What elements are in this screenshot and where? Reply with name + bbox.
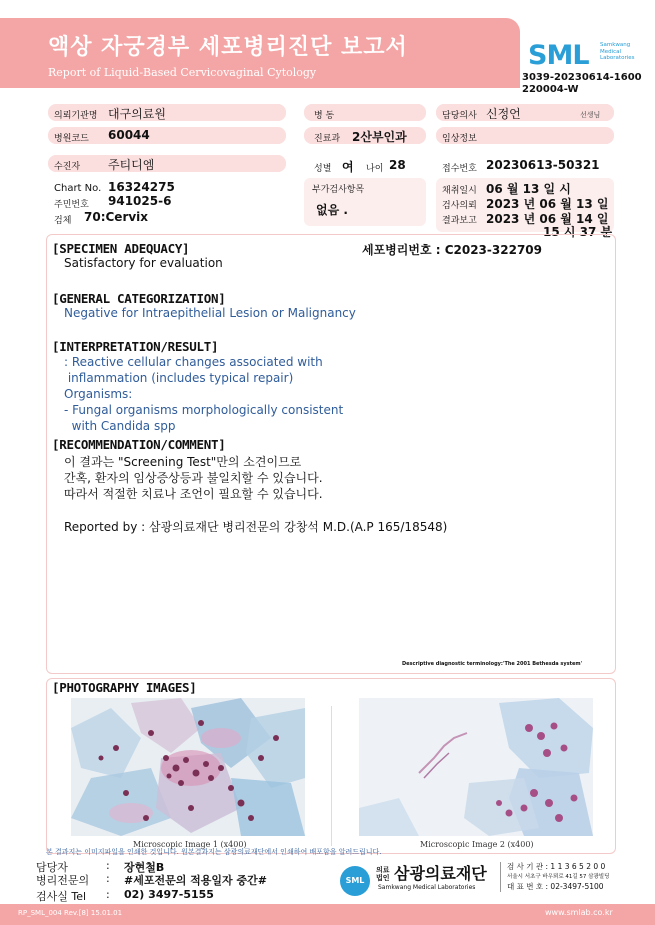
patient-value: 주티디엠 bbox=[108, 158, 155, 172]
org-name: 삼광의료재단 bbox=[394, 864, 487, 883]
adequacy-heading: [SPECIMEN ADEQUACY] bbox=[52, 241, 190, 256]
adequacy-text: Satisfactory for evaluation bbox=[64, 256, 223, 270]
report-number-line2: 220004-W bbox=[522, 84, 579, 95]
report-number-line1: 3039-20230614-1600 bbox=[522, 72, 642, 83]
institution-label: 의뢰기관명 bbox=[54, 111, 98, 121]
photo-divider bbox=[331, 706, 332, 846]
colon: : bbox=[106, 888, 110, 901]
doctor-value: 신정언 bbox=[486, 107, 521, 121]
print-notice: 본 결과지는 이미지파일을 인쇄한 것입니다. 원본결과지는 삼광의료재단에서 인쇄하여 배포함을 알려드립니다. bbox=[46, 848, 382, 856]
patient-row bbox=[48, 155, 286, 172]
microscopic-image-2 bbox=[359, 698, 593, 836]
sml-logo-subtitle bbox=[600, 42, 650, 62]
receipt-label: 접수번호 bbox=[442, 164, 477, 174]
report-title: 액상 자궁경부 세포병리진단 보고서 bbox=[48, 35, 408, 60]
general-text: Negative for Intraepithelial Lesion or Malignancy bbox=[64, 306, 356, 320]
recommendation-heading: [RECOMMENDATION/COMMENT] bbox=[52, 437, 226, 452]
patient-label: 수진자 bbox=[54, 162, 81, 172]
reported-by: Reported by : 삼광의료재단 병리전문의 강창석 M.D.(A.P 165/18548) bbox=[64, 520, 448, 534]
sex-label: 성별 bbox=[314, 164, 332, 174]
hospital-code-value: 60044 bbox=[108, 128, 150, 142]
tel-label: 검사실 Tel bbox=[36, 890, 87, 903]
org-name-en: Samkwang Medical Laboratories bbox=[378, 884, 476, 891]
manager-value: 장현철B bbox=[124, 861, 165, 874]
caption-image-1: Microscopic Image 1 (x400) bbox=[133, 840, 247, 849]
age-value: 28 bbox=[389, 158, 406, 172]
interp-line: - Fungal organisms morphologically consistent bbox=[64, 403, 344, 417]
photo-heading: [PHOTOGRAPHY IMAGES] bbox=[52, 680, 197, 695]
collect-label: 채취일시 bbox=[442, 186, 477, 196]
report-number bbox=[522, 72, 642, 96]
org-logo-icon: SML bbox=[340, 866, 370, 896]
logo-sub-line: Laboratories bbox=[600, 55, 635, 61]
clinical-label: 임상정보 bbox=[442, 134, 477, 144]
sml-logo: SML bbox=[528, 40, 589, 71]
org-contact bbox=[507, 862, 609, 892]
resident-value: 941025-6 bbox=[108, 194, 172, 208]
website: www.smlab.co.kr bbox=[545, 908, 613, 917]
request-label: 검사의뢰 bbox=[442, 201, 477, 211]
test-label: 검체 bbox=[54, 216, 72, 226]
institution-value: 대구의료원 bbox=[108, 107, 166, 121]
footer-divider bbox=[500, 862, 501, 892]
org-prefix-line: 법인 bbox=[376, 874, 390, 882]
resident-label: 주민번호 bbox=[54, 200, 89, 210]
cytology-image-2 bbox=[359, 698, 593, 836]
pathologist-label: 병리전문의 bbox=[36, 874, 90, 887]
interp-line: Organisms: bbox=[64, 387, 133, 401]
interp-line: with Candida spp bbox=[64, 419, 176, 433]
extra-test-value: 없음 . bbox=[316, 203, 348, 217]
pathologist-value: #세포전문의 적용일자 중간# bbox=[124, 874, 267, 887]
hospital-code-label: 병원코드 bbox=[54, 134, 89, 144]
org-prefix-line: 의료 bbox=[376, 866, 390, 874]
cytology-number: 세포병리번호 : C2023-322709 bbox=[362, 243, 542, 257]
recommend-line: 이 결과는 "Screening Test"만의 소견이므로 bbox=[64, 455, 302, 469]
recommend-line: 따라서 적절한 치료나 조언이 필요할 수 있습니다. bbox=[64, 487, 323, 501]
report-subtitle: Report of Liquid-Based Cervicovaginal Cytology bbox=[48, 66, 317, 79]
form-number: RP_SML_004 Rev.[8] 15.01.01 bbox=[18, 909, 123, 917]
collect-value: 06 월 13 일 시 bbox=[486, 182, 571, 196]
org-address: 서울시 서초구 바우뫼로 41길 57 삼광빌딩 bbox=[507, 874, 610, 880]
recommend-line: 간혹, 환자의 임상증상등과 불일치할 수 있습니다. bbox=[64, 471, 323, 485]
manager-label: 담당자 bbox=[36, 861, 68, 874]
doctor-label: 담당의사 bbox=[442, 111, 477, 121]
microscopic-image-1 bbox=[71, 698, 305, 836]
sex-value: 여 bbox=[342, 160, 354, 174]
extra-test-label: 부가검사항목 bbox=[312, 185, 365, 195]
chart-value: 16324275 bbox=[108, 180, 175, 194]
logo-sub-line: Medical bbox=[600, 48, 622, 55]
dept-value: 2산부인과 bbox=[352, 130, 407, 144]
colon: : bbox=[106, 872, 110, 885]
tel-value: 02) 3497-5155 bbox=[124, 888, 214, 901]
result-time: 15 시 37 분 bbox=[543, 225, 613, 239]
doctor-suffix: 선생님 bbox=[580, 111, 601, 119]
org-license: 검 사 기 관 : 1 1 3 6 5 2 0 0 bbox=[507, 862, 606, 871]
org-phone: 대 표 번 호 : 02-3497-5100 bbox=[507, 882, 604, 891]
logo-sub-line: Samkwang bbox=[600, 42, 631, 48]
interp-line: inflammation (includes typical repair) bbox=[64, 371, 294, 385]
org-prefix bbox=[376, 866, 390, 882]
result-label: 결과보고 bbox=[442, 216, 477, 226]
test-value: 70:Cervix bbox=[84, 210, 149, 224]
caption-image-2: Microscopic Image 2 (x400) bbox=[420, 840, 534, 849]
chart-label: Chart No. bbox=[54, 183, 102, 194]
bethesda-note: Descriptive diagnostic terminology:'The 2001 Bethesda system' bbox=[402, 661, 583, 667]
ward-label: 병 동 bbox=[314, 111, 335, 121]
colon: : bbox=[106, 859, 110, 872]
request-value: 2023 년 06 월 13 일 bbox=[486, 197, 609, 211]
receipt-value: 20230613-50321 bbox=[486, 158, 600, 172]
cytology-image-1 bbox=[71, 698, 305, 836]
interp-line: : Reactive cellular changes associated with bbox=[64, 355, 323, 369]
result-value: 2023 년 06 월 14 일 bbox=[486, 212, 609, 226]
interpretation-heading: [INTERPRETATION/RESULT] bbox=[52, 339, 219, 354]
age-label: 나이 bbox=[366, 164, 384, 174]
general-heading: [GENERAL CATEGORIZATION] bbox=[52, 291, 226, 306]
dept-label: 진료과 bbox=[314, 134, 341, 144]
